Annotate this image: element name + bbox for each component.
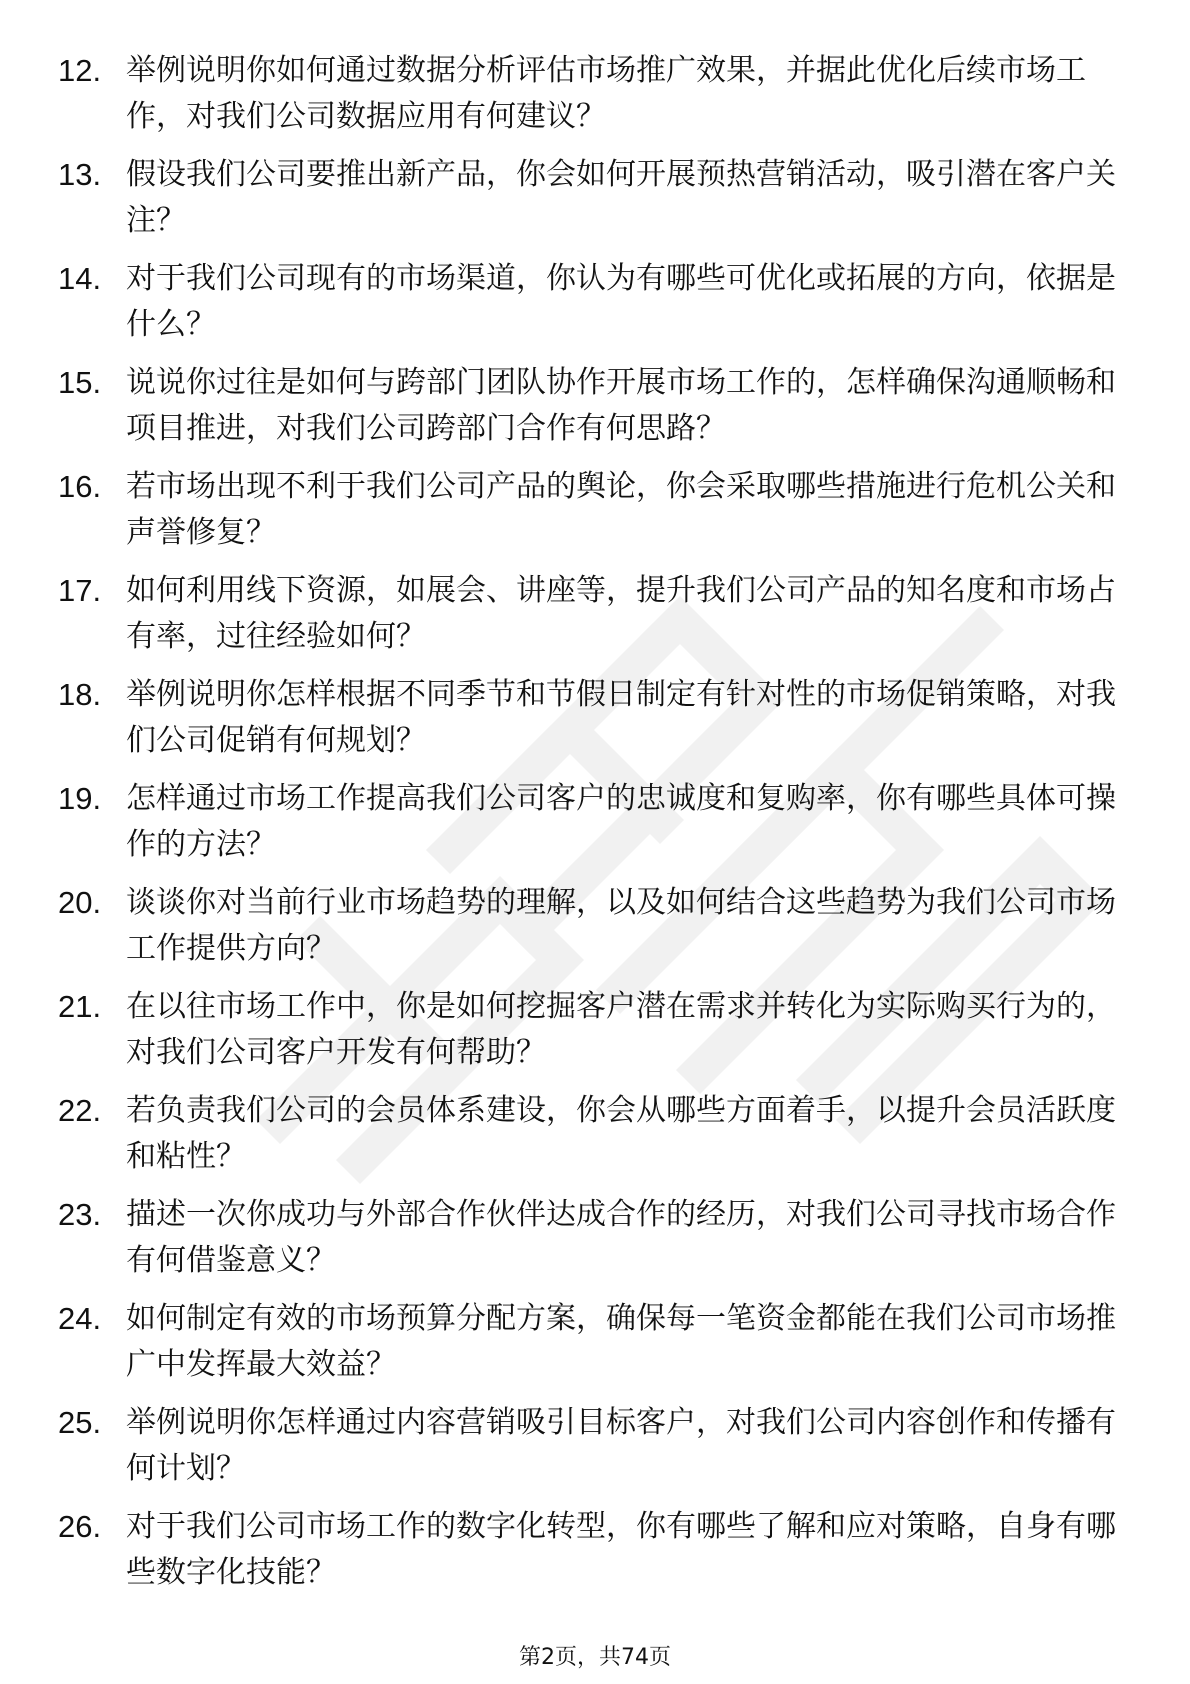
question-item xyxy=(58,464,1138,568)
question-item xyxy=(58,1192,1138,1296)
page-footer: 第2页，共74页 xyxy=(519,1645,671,1670)
question-number: 17. xyxy=(58,573,102,608)
question-number: 16. xyxy=(58,469,102,504)
question-item xyxy=(58,256,1138,360)
question-item xyxy=(58,1088,1138,1192)
question-number: 21. xyxy=(58,989,102,1024)
question-text: 在以往市场工作中，你是如何挖掘客户潜在需求并转化为实际购买行为的，对我们公司客户开发有何帮助？ xyxy=(126,989,1116,1070)
question-number: 25. xyxy=(58,1405,102,1440)
question-item xyxy=(58,152,1138,256)
question-number: 24. xyxy=(58,1301,102,1336)
question-number: 19. xyxy=(58,781,102,816)
question-text: 举例说明你怎样通过内容营销吸引目标客户，对我们公司内容创作和传播有何计划？ xyxy=(126,1405,1116,1486)
question-number: 15. xyxy=(58,365,102,400)
question-text: 如何制定有效的市场预算分配方案，确保每一笔资金都能在我们公司市场推广中发挥最大效益？ xyxy=(126,1301,1116,1382)
question-item xyxy=(58,880,1138,984)
question-item xyxy=(58,48,1138,152)
question-text: 对于我们公司市场工作的数字化转型，你有哪些了解和应对策略，自身有哪些数字化技能？ xyxy=(126,1509,1116,1590)
question-text: 描述一次你成功与外部合作伙伴达成合作的经历，对我们公司寻找市场合作有何借鉴意义？ xyxy=(126,1197,1116,1278)
question-text: 举例说明你怎样根据不同季节和节假日制定有针对性的市场促销策略，对我们公司促销有何规划？ xyxy=(126,677,1116,758)
question-text: 对于我们公司现有的市场渠道，你认为有哪些可优化或拓展的方向，依据是什么？ xyxy=(126,261,1116,342)
question-number: 22. xyxy=(58,1093,102,1128)
question-list xyxy=(58,48,1138,1608)
question-text: 假设我们公司要推出新产品，你会如何开展预热营销活动，吸引潜在客户关注？ xyxy=(126,157,1116,238)
question-text: 怎样通过市场工作提高我们公司客户的忠诚度和复购率，你有哪些具体可操作的方法？ xyxy=(126,781,1116,862)
question-item xyxy=(58,1296,1138,1400)
question-item xyxy=(58,568,1138,672)
question-item xyxy=(58,776,1138,880)
question-item xyxy=(58,1504,1138,1608)
question-item xyxy=(58,360,1138,464)
question-number: 18. xyxy=(58,677,102,712)
question-text: 如何利用线下资源，如展会、讲座等，提升我们公司产品的知名度和市场占有率，过往经验如何？ xyxy=(126,573,1116,654)
question-item xyxy=(58,672,1138,776)
question-number: 12. xyxy=(58,53,102,88)
question-item xyxy=(58,1400,1138,1504)
question-number: 14. xyxy=(58,261,102,296)
question-text: 说说你过往是如何与跨部门团队协作开展市场工作的，怎样确保沟通顺畅和项目推进，对我们公司跨部门合作有何思路？ xyxy=(126,365,1116,446)
question-number: 23. xyxy=(58,1197,102,1232)
question-number: 26. xyxy=(58,1509,102,1544)
question-number: 13. xyxy=(58,157,102,192)
question-text: 谈谈你对当前行业市场趋势的理解，以及如何结合这些趋势为我们公司市场工作提供方向？ xyxy=(126,885,1116,966)
question-text: 若负责我们公司的会员体系建设，你会从哪些方面着手，以提升会员活跃度和粘性？ xyxy=(126,1093,1116,1174)
question-item xyxy=(58,984,1138,1088)
question-text: 若市场出现不利于我们公司产品的舆论，你会采取哪些措施进行危机公关和声誉修复？ xyxy=(126,469,1116,550)
question-text: 举例说明你如何通过数据分析评估市场推广效果，并据此优化后续市场工作，对我们公司数据应用有何建议？ xyxy=(126,53,1086,134)
question-number: 20. xyxy=(58,885,102,920)
